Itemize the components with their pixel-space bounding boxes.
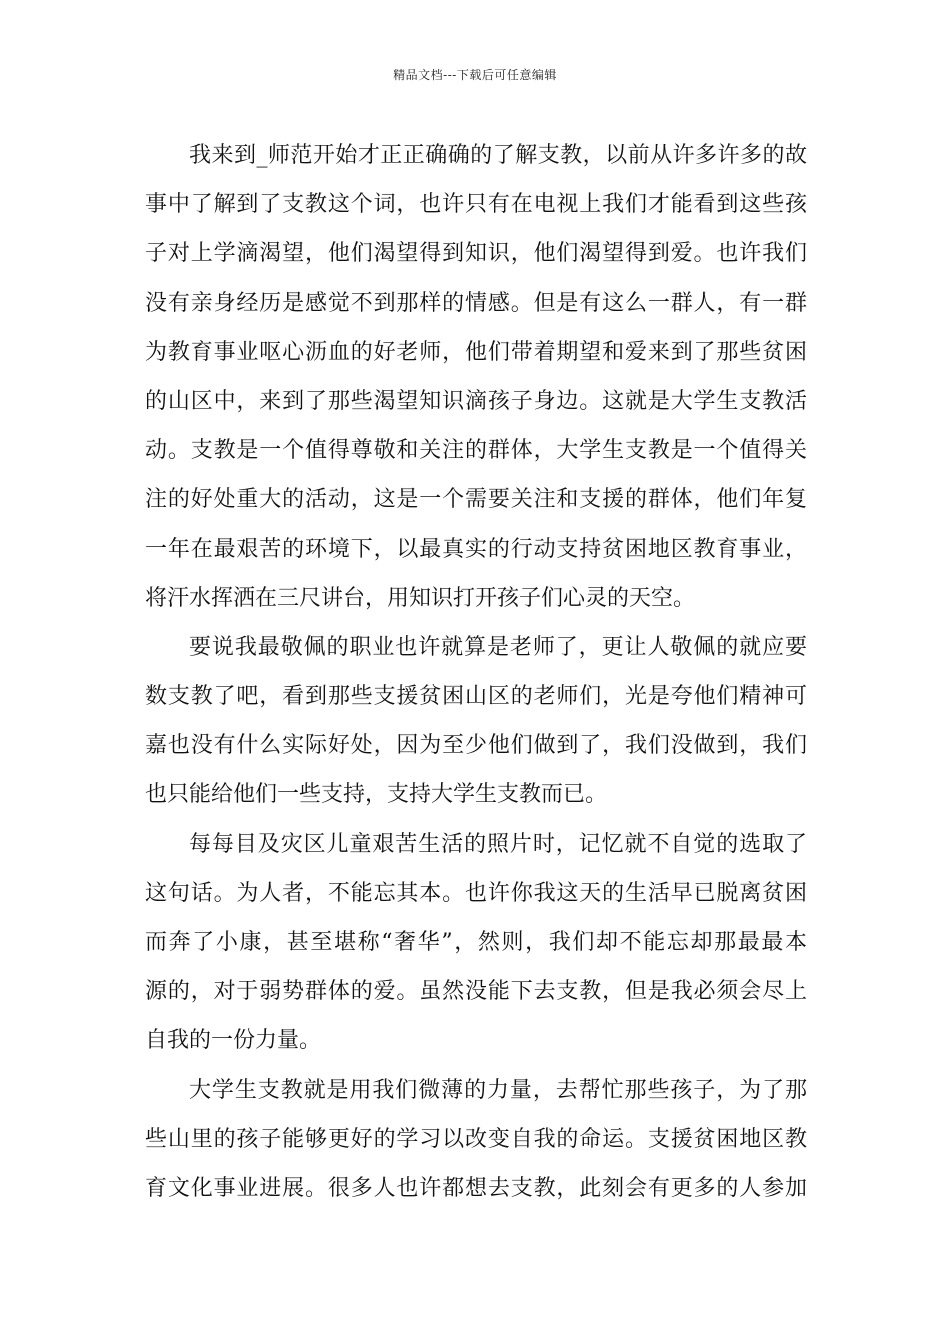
text-line: 的山区中，来到了那些渴望知识滴孩子身边。这就是大学生支教活 xyxy=(145,388,807,414)
paragraph-4 xyxy=(145,1066,807,1214)
document-body xyxy=(145,131,807,1213)
text-line: 将汗水挥洒在三尺讲台，用知识打开孩子们心灵的天空。 xyxy=(145,585,696,611)
text-line: 大学生支教就是用我们微薄的力量，去帮忙那些孩子，为了那 xyxy=(189,1077,807,1103)
paragraph-1 xyxy=(145,131,807,623)
text-line: 而奔了小康，甚至堪称“奢华”，然则，我们却不能忘却那最最本 xyxy=(145,930,807,955)
text-line: 这句话。为人者，不能忘其本。也许你我这天的生活早已脱离贫困 xyxy=(145,880,807,906)
text-line: 数支教了吧，看到那些支援贫困山区的老师们，光是夸他们精神可 xyxy=(145,684,807,710)
paragraph-2 xyxy=(145,623,807,820)
text-line: 也只能给他们一些支持，支持大学生支教而已。 xyxy=(145,782,608,808)
text-line: 嘉也没有什么实际好处，因为至少他们做到了，我们没做到，我们 xyxy=(145,733,807,759)
text-line: 一年在最艰苦的环境下，以最真实的行动支持贫困地区教育事业， xyxy=(145,536,807,562)
text-line: 我来到_师范开始才正正确确的了解支教，以前从许多许多的故 xyxy=(189,143,807,168)
text-line: 子对上学滴渴望，他们渴望得到知识，他们渴望得到爱。也许我们 xyxy=(145,241,807,267)
text-line: 育文化事业进展。很多人也许都想去支教，此刻会有更多的人参加 xyxy=(145,1175,807,1201)
text-line: 为教育事业呕心沥血的好老师，他们带着期望和爱来到了那些贫困 xyxy=(145,339,807,365)
text-line: 每每目及灾区儿童艰苦生活的照片时，记忆就不自觉的选取了 xyxy=(189,831,807,857)
text-line: 事中了解到了支教这个词，也许只有在电视上我们才能看到这些孩 xyxy=(145,192,807,218)
page-header: 精品文档---下载后可任意编辑 xyxy=(393,68,557,82)
text-line: 注的好处重大的活动，这是一个需要关注和支援的群体，他们年复 xyxy=(145,487,807,513)
text-line: 些山里的孩子能够更好的学习以改变自我的命运。支援贫困地区教 xyxy=(145,1126,807,1152)
text-line: 源的，对于弱势群体的爱。虽然没能下去支教，但是我必须会尽上 xyxy=(145,979,807,1005)
text-line: 要说我最敬佩的职业也许就算是老师了，更让人敬佩的就应要 xyxy=(189,634,807,660)
text-line: 自我的一份力量。 xyxy=(145,1028,322,1054)
paragraph-3 xyxy=(145,820,807,1066)
text-line: 没有亲身经历是感觉不到那样的情感。但是有这么一群人，有一群 xyxy=(145,290,807,316)
text-line: 动。支教是一个值得尊敬和关注的群体，大学生支教是一个值得关 xyxy=(145,438,807,464)
